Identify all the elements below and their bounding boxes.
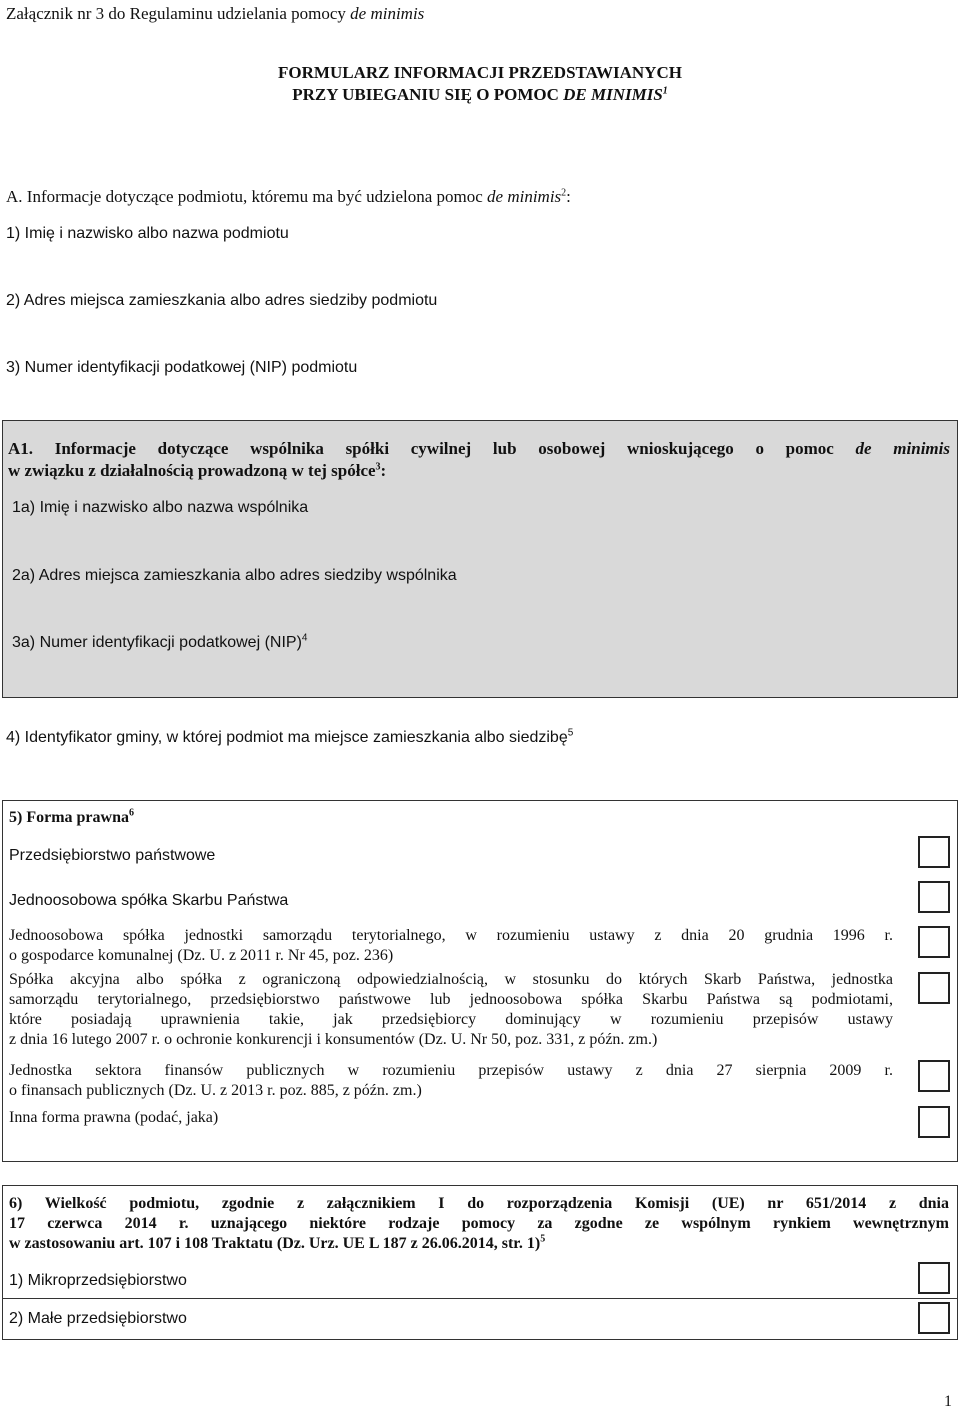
field-6-divider [2, 1298, 958, 1299]
annex-text: Załącznik nr 3 do Regulaminu udzielania pomocy [6, 4, 351, 23]
title-line2 [0, 84, 960, 106]
field-4-text: 4) Identyfikator gminy, w której podmiot ma miejsce zamieszkania albo siedzibę [6, 729, 568, 746]
field-3-label: 3) Numer identyfikacji podatkowej (NIP) podmiotu [6, 359, 358, 376]
opt4-line4: z dnia 16 lutego 2007 r. o ochronie konkurencji i konsumentów (Dz. U. Nr 50, poz. 331, z późn. zm.) [9, 1031, 658, 1048]
title-line2-text: PRZY UBIEGANIU SIĘ O POMOC [292, 85, 564, 104]
section-a-footnote: 2 [561, 187, 567, 199]
opt4-line1: Spółka akcyjna albo spółka z ograniczoną odpowiedzialnością, w stosunku do których Skarb Państwa, jednostka [9, 971, 893, 988]
section-a1-heading-line2 [8, 460, 950, 482]
field-5-footnote: 6 [128, 807, 134, 819]
field-3a-label [12, 633, 307, 653]
size-small-label: 2) Małe przedsiębiorstwo [9, 1310, 187, 1327]
field-3a-footnote: 4 [301, 632, 308, 644]
legal-form-other-checkbox[interactable] [918, 1106, 950, 1138]
opt3-line1: Jednoosobowa spółka jednostki samorządu terytorialnego, w rozumieniu ustawy z dnia 20 grudnia 1996 r. [9, 927, 893, 944]
section-a1-heading-line1 [8, 438, 950, 460]
a1-line1-italic: de minimis [855, 439, 950, 458]
a1-line2-text: w związku z działalnością prowadzoną w tej spółce [8, 461, 376, 480]
legal-form-treasury-company-checkbox[interactable] [918, 881, 950, 913]
opt4-line2: samorządu terytorialnego, przedsiębiorstwo państwowe lub jednoosobowa spółka Skarbu Państwa są podmiotami, [9, 991, 893, 1008]
a1-line1-text: A1. Informacje dotyczące wspólnika spółki cywilnej lub osobowej wnioskującego o pomoc [8, 439, 856, 458]
legal-form-public-finance-unit-label [9, 1061, 893, 1101]
opt3-line2: o gospodarce komunalnej (Dz. U. z 2011 r. Nr 45, poz. 236) [9, 947, 394, 964]
field-1-label: 1) Imię i nazwisko albo nazwa podmiotu [6, 225, 289, 242]
opt5-line1: Jednostka sektora finansów publicznych w rozumieniu przepisów ustawy z dnia 27 sierpnia 2009 r. [9, 1062, 893, 1079]
field-6-heading-line2: 17 czerwca 2014 r. uznającego niektóre rodzaje pomocy za zgodne ze wspólnym rynkiem wewnętrznym [9, 1215, 949, 1232]
a1-line2-suffix: : [380, 461, 387, 480]
legal-form-public-finance-unit-checkbox[interactable] [918, 1060, 950, 1092]
legal-form-state-enterprise-label: Przedsiębiorstwo państwowe [9, 847, 216, 864]
size-small-checkbox[interactable] [918, 1302, 950, 1334]
legal-form-treasury-company-label: Jednoosobowa spółka Skarbu Państwa [9, 892, 289, 909]
field-1a-label: 1a) Imię i nazwisko albo nazwa wspólnika [12, 499, 309, 516]
opt5-line2: o finansach publicznych (Dz. U. z 2013 r. poz. 885, z późn. zm.) [9, 1082, 422, 1099]
field-3a-text: 3a) Numer identyfikacji podatkowej (NIP) [12, 634, 302, 651]
title-line2-italic: DE MINIMIS [563, 85, 663, 104]
page-number: 1 [944, 1393, 952, 1410]
section-a-heading-italic: de minimis [487, 187, 562, 206]
legal-form-state-enterprise-checkbox[interactable] [918, 836, 950, 868]
field-6-heading-line3-text: w zastosowaniu art. 107 i 108 Traktatu (Dz. Urz. UE L 187 z 26.06.2014, str. 1) [9, 1235, 541, 1252]
legal-form-public-controlled-company-checkbox[interactable] [918, 972, 950, 1004]
field-5-heading [9, 808, 134, 828]
field-6-heading-line3 [9, 1234, 949, 1254]
section-a-heading-text: A. Informacje dotyczące podmiotu, któremu ma być udzielona pomoc [6, 187, 488, 206]
field-2-label: 2) Adres miejsca zamieszkania albo adres siedziby podmiotu [6, 292, 438, 309]
field-4-label [6, 728, 573, 748]
legal-form-public-controlled-company-label [9, 970, 893, 1050]
annex-italic: de minimis [350, 4, 425, 23]
form-title [0, 62, 960, 106]
field-2a-label: 2a) Adres miejsca zamieszkania albo adres siedziby wspólnika [12, 567, 457, 584]
legal-form-local-gov-company-checkbox[interactable] [918, 926, 950, 958]
section-a-heading [6, 186, 956, 208]
title-footnote: 1 [662, 85, 668, 97]
size-micro-label: 1) Mikroprzedsiębiorstwo [9, 1272, 187, 1289]
field-6-footnote: 5 [540, 1233, 546, 1245]
section-a1-heading [8, 438, 950, 482]
field-4-footnote: 5 [567, 727, 574, 739]
field-6-heading [9, 1194, 949, 1254]
size-micro-checkbox[interactable] [918, 1262, 950, 1294]
legal-form-other-label: Inna forma prawna (podać, jaka) [9, 1109, 219, 1126]
field-6-heading-line1: 6) Wielkość podmiotu, zgodnie z załącznikiem I do rozporządzenia Komisji (UE) nr 651/2014 z dnia [9, 1195, 949, 1212]
annex-note [6, 3, 424, 25]
opt4-line3: które posiadają uprawnienia takie, jak przedsiębiorcy dominujący w rozumieniu przepisów ustawy [9, 1011, 893, 1028]
legal-form-local-gov-company-label [9, 926, 893, 966]
section-a-heading-suffix: : [566, 187, 571, 206]
title-line1: FORMULARZ INFORMACJI PRZEDSTAWIANYCH [278, 63, 682, 82]
a1-footnote: 3 [375, 461, 381, 473]
field-5-heading-text: 5) Forma prawna [9, 809, 129, 826]
